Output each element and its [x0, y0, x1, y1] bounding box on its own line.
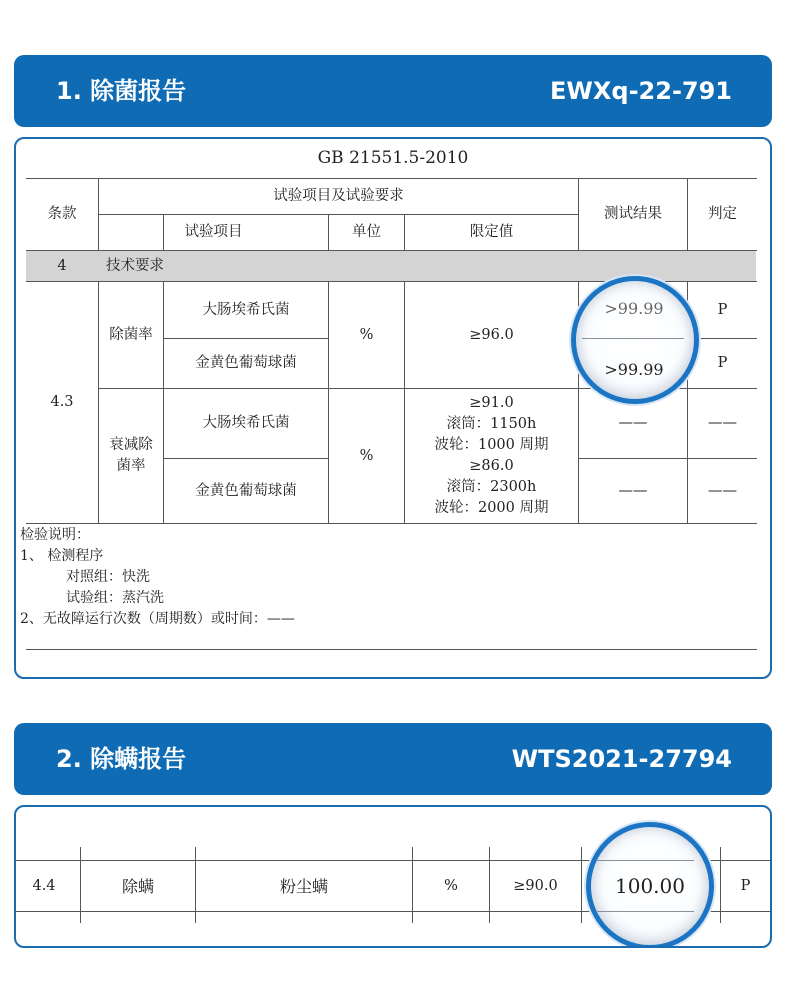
section1-banner	[14, 55, 772, 127]
group1-judge-ecoli: P	[717, 301, 728, 318]
section1-report-panel	[14, 137, 772, 679]
group2-limit-saureus-value: ≥86.0	[469, 458, 514, 474]
lens-table-rule	[596, 860, 694, 861]
header-result: 测试结果	[604, 206, 662, 222]
header-item: 试验项目	[184, 224, 243, 240]
mite-row-item: 粉尘螨	[279, 876, 328, 896]
section2-banner	[14, 723, 772, 795]
lens-table-rule	[596, 911, 694, 912]
group2-limit-ecoli-drum: 滚筒：1150h	[446, 416, 537, 432]
group1-judge-saureus: P	[717, 355, 728, 371]
group1-item-saureus: 金黄色葡萄球菌	[195, 355, 297, 371]
group2-limit-ecoli-value: ≥91.0	[469, 395, 514, 411]
table-rule	[26, 523, 757, 524]
header-unit: 单位	[352, 224, 381, 240]
group2-judge-saureus: ——	[708, 482, 737, 499]
section2-report-panel	[14, 805, 772, 948]
section1-title: 1. 除菌报告	[56, 77, 187, 105]
notes-title: 检验说明：	[20, 527, 90, 543]
group1-result-ecoli: >99.99	[604, 298, 664, 318]
group2-limit-saureus-drum: 滚筒：2300h	[446, 479, 537, 495]
tech-row-clause: 4	[57, 257, 67, 274]
group2-item-ecoli: 大肠埃希氏菌	[202, 415, 290, 431]
table-rule	[26, 649, 757, 650]
mite-row-clause: 4.4	[32, 877, 56, 894]
group2-limit-ecoli-pulsator: 波轮：1000 周期	[434, 437, 549, 453]
group2-limit-block	[405, 393, 578, 521]
section2-report-code: WTS2021-27794	[511, 745, 732, 773]
notes-line3: 试验组：蒸汽洗	[66, 590, 164, 606]
lens-table-rule	[582, 338, 684, 339]
group2-item-saureus: 金黄色葡萄球菌	[195, 482, 297, 499]
tech-row-label: 技术要求	[106, 257, 164, 274]
mite-row-unit: %	[444, 877, 458, 894]
notes-line2: 对照组：快洗	[66, 569, 150, 585]
group2-limit-saureus-pulsator: 波轮：2000 周期	[434, 500, 549, 516]
clause-4-3: 4.3	[50, 394, 74, 410]
group2-unit: %	[359, 447, 374, 464]
table-rule	[581, 847, 582, 923]
group2-label: 衰减除菌率	[109, 437, 153, 474]
mite-row-result: 100.00	[615, 873, 685, 898]
notes-line4: 2、无故障运行次数（周期数）或时间：——	[20, 611, 295, 627]
group2-judge-ecoli: ——	[708, 415, 737, 431]
notes-line1: 1、 检测程序	[20, 548, 104, 564]
group1-limit: ≥96.0	[469, 326, 514, 343]
header-clause: 条款	[47, 206, 77, 222]
section1-report-code: EWXq-22-791	[550, 77, 732, 105]
standard-title: GB 21551.5-2010	[317, 147, 469, 168]
group1-item-ecoli: 大肠埃希氏菌	[202, 301, 290, 318]
header-judge: 判定	[708, 206, 737, 222]
group2-result-ecoli: ——	[618, 415, 648, 431]
mite-row-judge: P	[740, 877, 751, 894]
header-limit: 限定值	[469, 224, 514, 240]
mite-row-limit: ≥90.0	[513, 877, 558, 894]
group1-label: 除菌率	[109, 326, 153, 343]
mite-row-label: 除螨	[121, 876, 154, 896]
group1-unit: %	[359, 326, 374, 343]
group1-result-saureus: >99.99	[604, 359, 664, 379]
group2-result-saureus: ——	[618, 482, 648, 499]
header-item-group: 试验项目及试验要求	[273, 188, 404, 204]
section2-title: 2. 除螨报告	[56, 745, 187, 773]
